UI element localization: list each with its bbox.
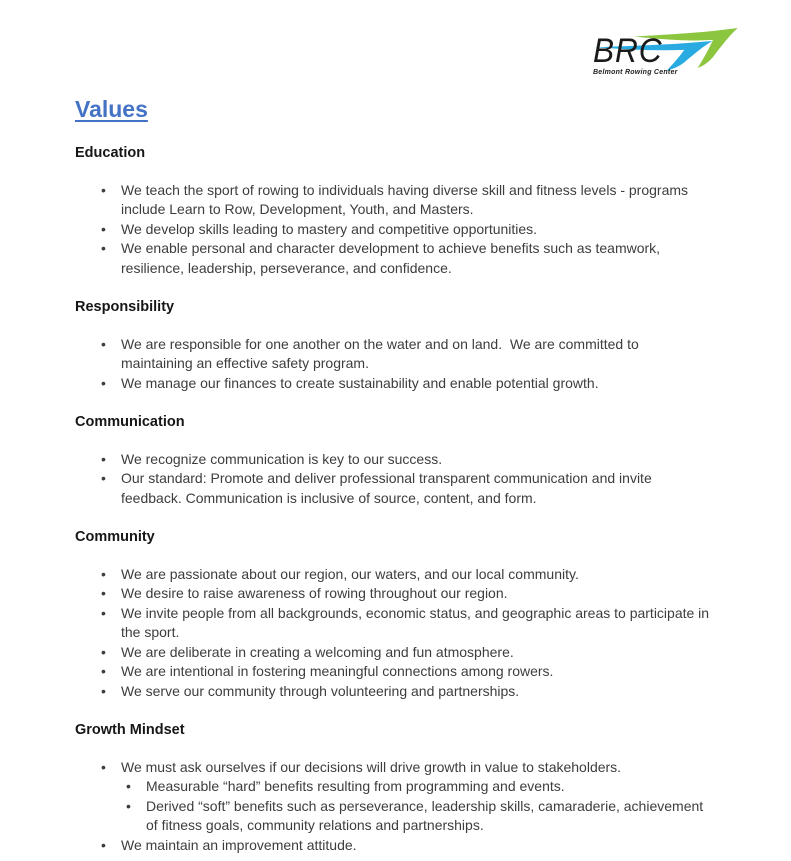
bullet-marker-icon: • <box>101 220 106 237</box>
bullet-marker-icon: • <box>101 604 106 621</box>
bullet-item <box>101 662 711 682</box>
logo-text <box>593 34 678 76</box>
bullet-item <box>101 836 711 856</box>
bullet-text: We maintain an improvement attitude. <box>121 836 357 853</box>
bullet-marker-icon: • <box>101 682 106 699</box>
bullet-text: We desire to raise awareness of rowing throughout our region. <box>121 585 508 601</box>
bullet-item <box>101 335 711 374</box>
section-heading: Responsibility <box>75 299 175 315</box>
bullet-marker-icon: • <box>101 663 106 679</box>
values-section <box>75 413 720 508</box>
values-section <box>75 721 720 855</box>
bullet-marker-icon: • <box>101 758 106 775</box>
bullet-text: We develop skills leading to mastery and competitive opportunities. <box>121 220 538 237</box>
bullet-item <box>101 469 711 508</box>
bullet-item <box>126 777 711 797</box>
bullet-text: We enable personal and character development to achieve benefits such as teamwork, resilience, leadership, perseverance, and confidence. <box>121 240 664 276</box>
bullet-text: We are passionate about our region, our waters, and our local community. <box>121 565 579 582</box>
bullet-marker-icon: • <box>101 565 106 582</box>
brc-logo <box>588 25 760 81</box>
document-content <box>75 96 720 861</box>
bullet-item <box>101 450 711 470</box>
bullet-item <box>101 181 711 220</box>
bullet-marker-icon: • <box>101 335 106 352</box>
bullet-item <box>126 797 711 836</box>
bullet-marker-icon: • <box>101 450 106 467</box>
section-heading: Community <box>75 529 155 545</box>
bullet-marker-icon: • <box>126 778 131 794</box>
values-section <box>75 528 720 701</box>
bullet-text: We invite people from all backgrounds, economic status, and geographic areas to participate in the sport. <box>121 604 713 640</box>
bullet-text: We serve our community through volunteering and partnerships. <box>121 682 520 699</box>
section-heading: Communication <box>75 414 185 430</box>
bullet-text: We are responsible for one another on the water and on land. We are committed to maintaining an effective safety program. <box>121 335 643 371</box>
bullet-list <box>75 758 711 856</box>
bullet-text: Our standard: Promote and deliver professional transparent communication and invite feedback. Communication is inclusive of source, content, and form. <box>121 470 656 506</box>
bullet-item <box>101 239 711 278</box>
bullet-item <box>101 643 711 663</box>
bullet-text: We manage our finances to create sustainability and enable potential growth. <box>121 374 599 391</box>
bullet-text: We are deliberate in creating a welcoming and fun atmosphere. <box>121 643 514 660</box>
bullet-text: We teach the sport of rowing to individuals having diverse skill and fitness levels - programs include Learn to Row, Development, Youth, and Masters. <box>121 181 692 217</box>
values-section <box>75 298 720 393</box>
bullet-item <box>101 682 711 702</box>
bullet-marker-icon: • <box>101 643 106 660</box>
bullet-marker-icon: • <box>101 240 106 256</box>
bullet-marker-icon: • <box>101 374 106 391</box>
bullet-marker-icon: • <box>101 181 106 198</box>
page-title: Values <box>75 96 148 122</box>
bullet-marker-icon: • <box>101 836 106 853</box>
bullet-text: Derived “soft” benefits such as perseverance, leadership skills, camaraderie, achievement of fitness goals, community relations and partnerships. <box>146 797 708 833</box>
bullet-item <box>101 758 711 778</box>
logo-tagline: Belmont Rowing Center <box>593 69 678 76</box>
bullet-list <box>75 450 711 509</box>
bullet-item <box>101 584 711 604</box>
bullet-text: Measurable “hard” benefits resulting from programming and events. <box>146 778 565 794</box>
logo-acronym: BRC <box>593 32 663 70</box>
bullet-item <box>101 565 711 585</box>
bullet-marker-icon: • <box>126 797 131 814</box>
bullet-list <box>75 335 711 394</box>
bullet-item <box>101 220 711 240</box>
bullet-text: We recognize communication is key to our success. <box>121 450 443 467</box>
bullet-item <box>101 604 713 643</box>
bullet-text: We must ask ourselves if our decisions will drive growth in value to stakeholders. <box>121 758 622 775</box>
bullet-marker-icon: • <box>101 470 106 486</box>
section-heading: Growth Mindset <box>75 722 185 738</box>
section-heading: Education <box>75 145 146 161</box>
bullet-text: We are intentional in fostering meaningful connections among rowers. <box>121 663 554 679</box>
values-section <box>75 144 720 278</box>
bullet-list <box>75 181 711 279</box>
bullet-list <box>75 565 711 702</box>
bullet-marker-icon: • <box>101 585 106 601</box>
bullet-item <box>101 374 711 394</box>
values-sections <box>75 144 720 855</box>
